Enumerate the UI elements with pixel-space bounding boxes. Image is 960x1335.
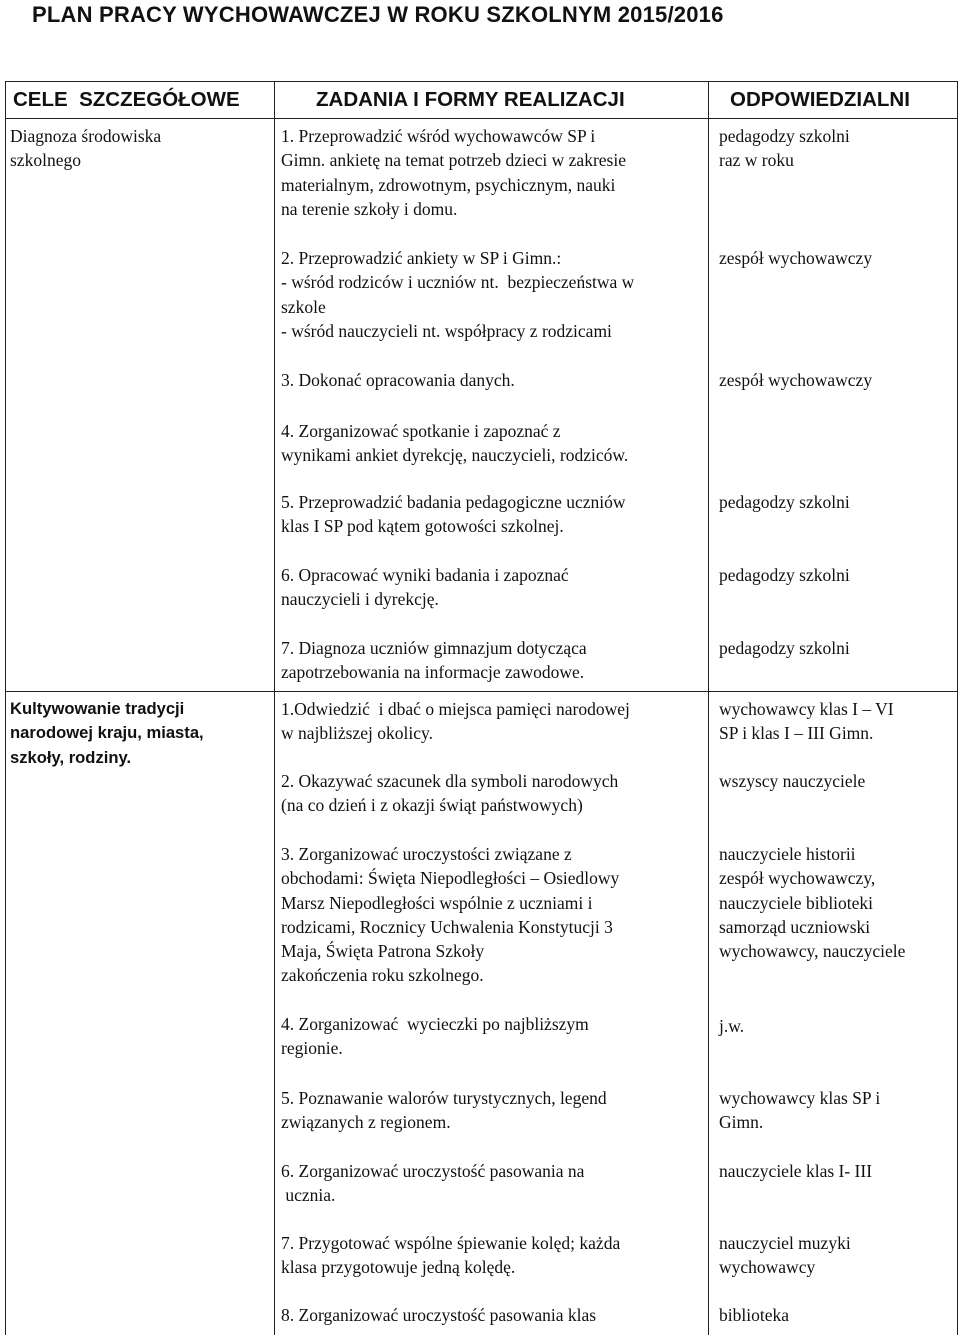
- column-divider-2: [708, 81, 709, 1335]
- s1-task-4: [281, 419, 628, 468]
- task-line: 7. Diagnoza uczniów gimnazjum dotycząca: [281, 638, 587, 658]
- task-line: 3. Zorganizować uroczystości związane z: [281, 844, 572, 864]
- header-goals: CELE SZCZEGÓŁOWE: [13, 88, 240, 111]
- s2-task-8: 8. Zorganizować uroczystość pasowania klas: [281, 1305, 597, 1325]
- s2-resp-4: j.w.: [719, 1016, 745, 1036]
- section-divider: [5, 691, 958, 692]
- header-bottom-border: [5, 118, 958, 119]
- s1-task-7: [281, 636, 587, 685]
- s2-task-1: [281, 697, 630, 746]
- s2-task-2: [281, 769, 618, 818]
- resp-line: Gimn.: [719, 1112, 764, 1133]
- s1-task-1: [281, 124, 626, 221]
- task-line: regionie.: [281, 1038, 343, 1059]
- s2-resp-6: nauczyciele klas I- III: [719, 1161, 873, 1181]
- task-line: 1. Przeprowadzić wśród wychowawców SP i: [281, 126, 596, 146]
- resp-line: zespół wychowawczy,: [719, 868, 876, 889]
- task-line: 4. Zorganizować spotkanie i zapoznać z: [281, 421, 561, 441]
- s1-task-2: [281, 246, 634, 343]
- task-line: wynikami ankiet dyrekcję, nauczycieli, rodziców.: [281, 445, 629, 466]
- resp-line: pedagodzy szkolni: [719, 126, 850, 146]
- task-line: ucznia.: [281, 1185, 336, 1206]
- header-tasks: ZADANIA I FORMY REALIZACJI: [316, 88, 625, 111]
- s1-resp-5: pedagodzy szkolni: [719, 492, 850, 512]
- task-line: rodzicami, Rocznicy Uchwalenia Konstytucji 3: [281, 916, 613, 937]
- s1-resp-6: pedagodzy szkolni: [719, 565, 850, 585]
- task-line: 5. Poznawanie walorów turystycznych, legend: [281, 1088, 607, 1108]
- goal-line: narodowej kraju, miasta,: [10, 723, 204, 743]
- task-line: zapotrzebowania na informacje zawodowe.: [281, 662, 585, 683]
- s2-resp-2: wszyscy nauczyciele: [719, 771, 866, 791]
- s1-resp-1: [719, 124, 850, 173]
- resp-line: wychowawcy: [719, 1257, 816, 1278]
- s2-task-7: [281, 1231, 620, 1280]
- task-line: nauczycieli i dyrekcję.: [281, 589, 439, 610]
- table-left-border: [5, 81, 6, 1335]
- section1-goal: [10, 124, 161, 173]
- s2-resp-8: biblioteka: [719, 1305, 789, 1325]
- task-line: zakończenia roku szkolnego.: [281, 965, 484, 986]
- task-line: - wśród nauczycieli nt. współpracy z rodzicami: [281, 320, 612, 341]
- s1-task-3: 3. Dokonać opracowania danych.: [281, 370, 515, 390]
- task-line: obchodami: Święta Niepodległości – Osiedlowy: [281, 868, 620, 889]
- goal-line: szkoły, rodziny.: [10, 747, 132, 767]
- task-line: materialnym, zdrowotnym, psychicznym, nauki: [281, 174, 616, 195]
- task-line: 4. Zorganizować wycieczki po najbliższym: [281, 1014, 589, 1034]
- task-line: Gimn. ankietę na temat potrzeb dzieci w zakresie: [281, 150, 626, 171]
- header-responsible: ODPOWIEDZIALNI: [730, 88, 910, 111]
- s2-resp-7: [719, 1231, 851, 1280]
- task-line: 5. Przeprowadzić badania pedagogiczne uczniów: [281, 492, 626, 512]
- s2-task-3: [281, 842, 619, 988]
- task-line: Marsz Niepodległości wspólnie z uczniami i: [281, 892, 593, 913]
- task-line: 6. Zorganizować uroczystość pasowania na: [281, 1161, 585, 1181]
- task-line: w najbliższej okolicy.: [281, 723, 433, 744]
- task-line: na terenie szkoły i domu.: [281, 198, 458, 219]
- resp-line: raz w roku: [719, 150, 794, 171]
- task-line: - wśród rodziców i uczniów nt. bezpieczeństwa w: [281, 272, 635, 293]
- task-line: 2. Przeprowadzić ankiety w SP i Gimn.:: [281, 248, 562, 268]
- resp-line: nauczyciel muzyki: [719, 1233, 851, 1253]
- resp-line: wychowawcy klas I – VI: [719, 699, 894, 719]
- table-right-border: [957, 81, 958, 1335]
- section2-goal: [10, 697, 204, 770]
- resp-line: nauczyciele historii: [719, 844, 856, 864]
- task-line: 7. Przygotować wspólne śpiewanie kolęd; każda: [281, 1233, 621, 1253]
- task-line: 2. Okazywać szacunek dla symboli narodowych: [281, 771, 619, 791]
- task-line: klas I SP pod kątem gotowości szkolnej.: [281, 516, 564, 537]
- task-line: 1.Odwiedzić i dbać o miejsca pamięci narodowej: [281, 699, 630, 719]
- s2-task-5: [281, 1086, 607, 1135]
- s1-resp-3: zespół wychowawczy: [719, 370, 873, 390]
- resp-line: samorząd uczniowski: [719, 916, 871, 937]
- s1-resp-2: zespół wychowawczy: [719, 248, 873, 268]
- goal-line: Diagnoza środowiska: [10, 126, 162, 146]
- s2-task-4: [281, 1012, 589, 1061]
- task-line: (na co dzień i z okazji świąt państwowych): [281, 795, 583, 816]
- task-line: klasa przygotowuje jedną kolędę.: [281, 1257, 516, 1278]
- task-line: szkole: [281, 296, 326, 317]
- s2-task-6: [281, 1159, 584, 1208]
- column-divider-1: [274, 81, 275, 1335]
- s2-resp-1: [719, 697, 894, 746]
- resp-line: wychowawcy klas SP i: [719, 1088, 881, 1108]
- goal-line: Kultywowanie tradycji: [10, 699, 185, 718]
- s2-resp-3: [719, 842, 905, 963]
- goal-line: szkolnego: [10, 150, 81, 171]
- s2-resp-5: [719, 1086, 880, 1135]
- page-title: PLAN PRACY WYCHOWAWCZEJ W ROKU SZKOLNYM 2015/2016: [32, 2, 724, 27]
- task-line: Maja, Święta Patrona Szkoły: [281, 941, 485, 962]
- resp-line: nauczyciele biblioteki: [719, 892, 874, 913]
- table-top-border: [5, 81, 958, 82]
- s1-task-5: [281, 490, 626, 539]
- resp-line: wychowawcy, nauczyciele: [719, 941, 906, 962]
- s1-task-6: [281, 563, 569, 612]
- s1-resp-7: pedagodzy szkolni: [719, 638, 850, 658]
- resp-line: SP i klas I – III Gimn.: [719, 723, 874, 744]
- task-line: 6. Opracować wyniki badania i zapoznać: [281, 565, 569, 585]
- task-line: związanych z regionem.: [281, 1112, 451, 1133]
